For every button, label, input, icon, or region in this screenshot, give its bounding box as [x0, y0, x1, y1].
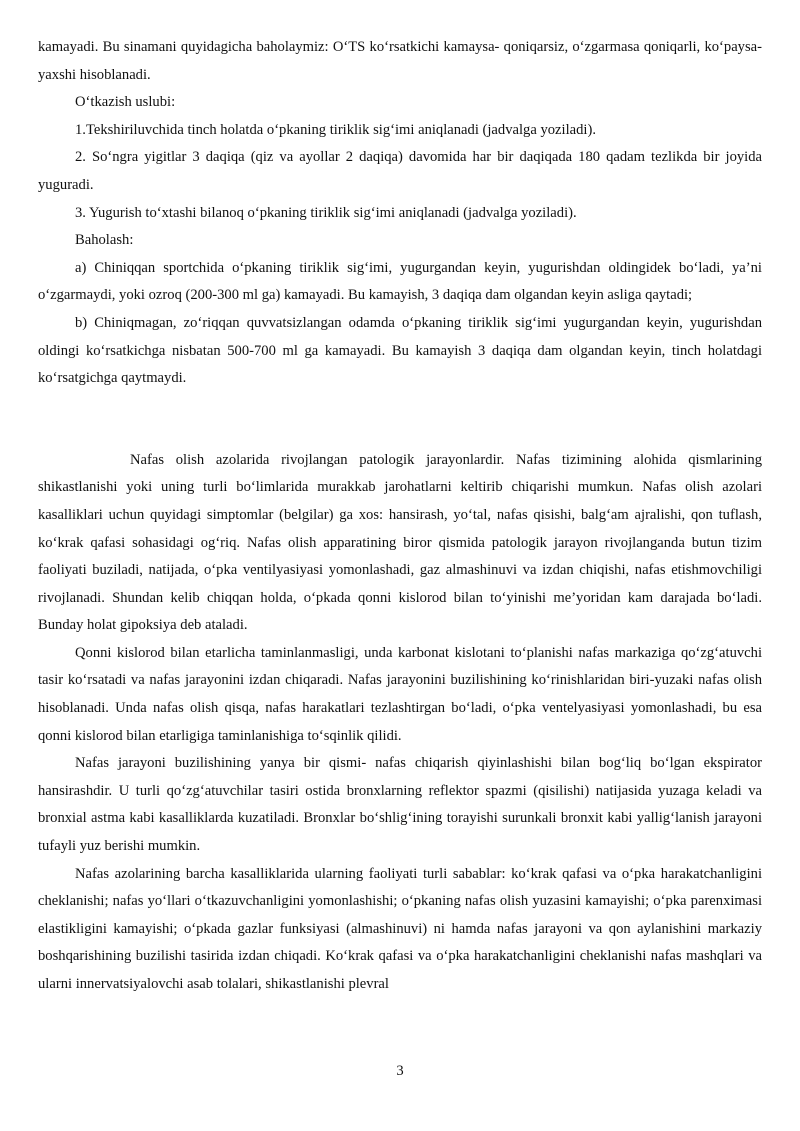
document-page [38, 34, 762, 999]
evaluation-heading: Baholash: [75, 232, 134, 249]
method-step-3: 3. Yugurish to‘xtashi bilanoq o‘pkaning tiriklik sig‘imi aniqlanadi (jadvalga yoziladi). [75, 204, 577, 221]
section-spacer [38, 393, 762, 447]
paragraph-continuation: kamayadi. Bu sinamani quyidagicha baholaymiz: O‘TS ko‘rsatkichi kamaysa- qoniqarsiz, o‘zgarmasa qoniqarli, ko‘paysa- yaxshi hisoblanadi. [38, 39, 762, 83]
evaluation-item-b: b) Chiniqmagan, zo‘riqqan quvvatsizlangan odamda o‘pkaning tiriklik sig‘imi yugurgandan keyin, yugurishdan oldingi ko‘rsatkichga nisbatan 500-700 ml ga kamayadi. Bu kamayish 3 daqiqa dam olgandan keyin, tinch holatdagi ko‘rsatgichga qaytmaydi. [38, 314, 762, 387]
expiratory-dyspnea-paragraph: Nafas jarayoni buzilishining yanya bir qismi- nafas chiqarish qiyinlashishi bilan bog‘liq bo‘lgan ekspirator hansirashdir. U turli qo‘zg‘atuvchilar tasiri ostida bronxlarning reflektor spazmi (qisilishi) natijasida yuzaga keladi va bronxial astma kabi kasalliklarda kuzatiladi. Bronxlar bo‘shlig‘ining torayishi surunkali bronxit kabi yallig‘lanish jarayoni tufayli yuz berishi mumkin. [38, 755, 762, 855]
page-number: 3 [396, 1063, 404, 1079]
method-step-1: 1.Tekshiriluvchida tinch holatda o‘pkaning tiriklik sig‘imi aniqlanadi (jadvalga yoziladi). [75, 121, 596, 138]
method-step-2: 2. So‘ngra yigitlar 3 daqiqa (qiz va ayollar 2 daqiqa) davomida har bir daqiqada 180 qadam tezlikda bir joyida yuguradi. [38, 149, 762, 193]
evaluation-item-a: a) Chiniqqan sportchida o‘pkaning tiriklik sig‘imi, yugurgandan keyin, yugurishdan oldingidek bo‘ladi, ya’ni o‘zgarmaydi, yoki ozroq (200-300 ml ga) kamayadi. Bu kamayish, 3 daqiqa dam olgandan keyin asliga qaytadi; [38, 259, 762, 304]
method-heading: O‘tkazish uslubi: [75, 94, 176, 111]
pathology-intro-paragraph: Nafas olish azolarida rivojlangan patologik jarayonlardir. Nafas tizimining alohida qismlarining shikastlanishi yoki uning turli bo‘limlarida murakkab jarohatlarni keltirib chiqarishi mumkun. Nafas olish azolari kasalliklari uchun quyidagi simptomlar (belgilar) ga xos: hansirash, yo‘tal, nafas qisishi, balg‘am ajralishi, qon tuflash, ko‘krak qafasi sohasidagi og‘riq. Nafas olish apparatining biror qismida patologik jarayon rivojlanganda butun tizim faoliyati buziladi, natijada, o‘pka ventilyasiyasi yomonlashadi, gaz almashinuvi va izdan chiqishi, nafas etishmovchiligi rivojlanadi. Shundan kelib chiqqan holda, o‘pkada qonni kislorod bilan to‘yinishi me’yoridan kam darajada bo‘ladi. Bunday holat gipoksiya deb ataladi. [38, 451, 762, 634]
causes-paragraph: Nafas azolarining barcha kasalliklarida ularning faoliyati turli sabablar: ko‘krak qafasi va o‘pka harakatchanligini cheklanishi; nafas yo‘llari o‘tkazuvchanligini yomonlashishi; o‘pkaning nafas olish yuzasini kamayishi; o‘pka parenximasi elastikligini kamayishi; o‘pkada gazlar funksiyasi (almashinuvi) ni hamda nafas jarayoni va qon aylanishini markaziy boshqarishining buzilishi tasirida izdan chiqadi. Ko‘krak qafasi va o‘pka harakatchanligini cheklanishi nafas mashqlari va ularni innervatsiyalovchi asab tolalari, shikastlanishi plevral [38, 865, 762, 992]
oxygen-paragraph: Qonni kislorod bilan etarlicha taminlanmasligi, unda karbonat kislotani to‘planishi nafas markaziga qo‘zg‘atuvchi tasir ko‘rsatadi va nafas jarayonini izdan chiqaradi. Nafas jarayonini buzilishining ko‘rinishlaridan biri-yuzaki nafas olish hisoblanadi. Unda nafas olish qisqa, nafas harakatlari tezlashtirgan bo‘ladi, o‘pka ventelyasiyasi yomonlashadi, bu esa qonni kislorod bilan etarligiga taminlanishiga to‘sqinlik qilidi. [38, 644, 762, 744]
